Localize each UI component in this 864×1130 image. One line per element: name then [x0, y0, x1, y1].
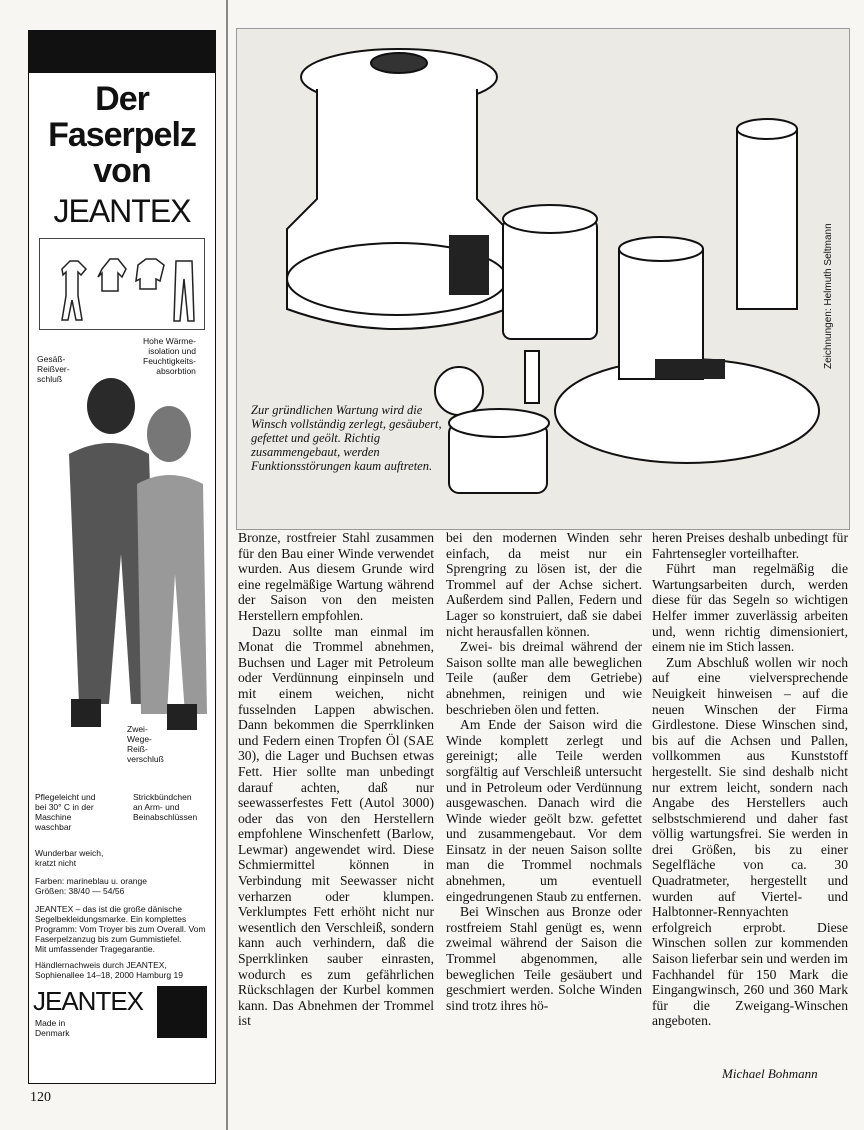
- paragraph: bei den modernen Winden sehr einfach, da meist nur ein Sprengring zu lösen ist, der die Trommel auf der Achse sichert. Außerdem sind Pallen, Federn und Lager so konstruiert, daß sie dabei nicht herausfallen können.: [446, 530, 642, 639]
- ad-colors-sizes: Farben: marineblau u. orange Größen: 38/40 — 54/56: [35, 876, 147, 896]
- ad-headline: [29, 81, 215, 189]
- callout-pflege: Pflegeleicht und bei 30° C in der Maschine waschbar: [35, 792, 96, 832]
- page-divider: [226, 0, 228, 1130]
- ad-headline-line1: Der: [95, 80, 149, 118]
- paragraph: Zum Abschluß wollen wir noch auf eine vielversprechende Neuigkeit hinweisen – auf die neuen Winschen der Firma Girdlestone. Diese Winschen sind, bis auf die Achsen und Pallen, vollkommen aus Kunststoff hergestellt. Sie sind deshalb nicht nur extrem leicht, sondern nach Angabe des Herstellers auch selbstschmierend und daher fast völlig wartungsfrei. Sie werden in drei Größen, bis zu einer Segelfläche von ca. 30 Quadratmeter, hergestellt und wurden auf Viertel- und Halbtonner-Rennyachten erfolgreich erprobt. Diese Winschen sollen zur kommenden Saison lieferbar sein und werden im Fachhandel für 150 Mark die Eingangwinsch, 260 und 360 Mark für die Zweigang-Winschen angeboten.: [652, 654, 848, 1029]
- ad-headline-line3: von: [93, 152, 151, 190]
- callout-gesaess: Gesäß- Reißver- schluß: [37, 354, 70, 384]
- page-number: 120: [30, 1090, 51, 1105]
- ad-brand: JEANTEX: [53, 193, 191, 229]
- article-author: Michael Bohmann: [722, 1066, 818, 1081]
- suit-sketches: [39, 238, 205, 330]
- ad-soft-text: Wunderbar weich, kratzt nicht: [35, 848, 104, 868]
- paragraph: Bei Winschen aus Bronze oder rostfreiem Stahl genügt es, wenn zweimal während der Saison die Trommel abgenommen, alle beweglichen Teile gesäubert und geschmiert werden. Solche Winden sind trotz ihres hö-: [446, 904, 642, 1013]
- ad-photo-couple: [29, 334, 215, 792]
- winch-illustration: [236, 28, 850, 530]
- ad-footer-logo-block: [157, 986, 207, 1038]
- paragraph: heren Preises deshalb unbedingt für Fahrtensegler vorteilhafter.: [652, 530, 848, 561]
- ad-dealer: Händlernachweis durch JEANTEX, Sophienallee 14–18, 2000 Hamburg 19: [35, 960, 183, 980]
- jeantex-advertisement: [28, 30, 216, 1084]
- article-column-3: [652, 530, 848, 1029]
- paragraph: Bronze, rostfreier Stahl zusammen für den Bau einer Winde verwendet wurden. Aus diesem Grunde wird eine regelmäßige Wartung während der Saison von den meisten Herstellern empfohlen.: [238, 530, 434, 623]
- ad-footer-brand: JEANTEX: [33, 986, 144, 1016]
- callout-strick: Strickbündchen an Arm- und Beinabschlüssen: [133, 792, 198, 822]
- illustration-credit: Zeichnungen: Helmuth Seltmann: [823, 223, 834, 369]
- ad-made-in: Made in Denmark: [35, 1018, 70, 1038]
- paragraph: Am Ende der Saison wird die Winde komplett zerlegt und gereinigt; alle Teile werden sorgfältig auf Verschleiß untersucht und in Petroleum oder Verdünnung ausgewaschen. Danach wird die Winde wieder geölt bzw. gefettet und zusammengebaut. Vor dem Einsatz in der neuen Saison sollte man die Trommel nochmals abnehmen, um eventuell eingedrungenen Staub zu entfernen.: [446, 717, 642, 904]
- callout-waerme: Hohe Wärme- isolation und Feuchtigkeits- absorbtion: [143, 336, 196, 376]
- paragraph: Dazu sollte man einmal im Monat die Trommel abnehmen, Buchsen und Lager mit Petroleum oder Verdünnung einpinseln und mit einem weichen, nicht fusselnden Lappen abwischen. Dann bekommen die Sperrklinken und Federn einen Tropfen Öl (SAE 30), die Lager und Buchsen etwas Fett. Hier sollte man unbedingt darauf achten, daß nur seewasserfestes Fett (Autol 3000) oder das von den Herstellern empfohlene Winschenfett (Barlow, Lewmar) angewendet wird. Diese Schmiermittel können in Verbindung mit Seewasser nicht verharzen oder klumpen. Verklumptes Fett erhöht nicht nur wesentlich den Verschleiß, sondern kann auch verhindern, daß die Sperrklinken sauber einrasten, wodurch es zum gefährlichen Rückschlagen der Kurbel kommen kann. Das Abnehmen der Trommel ist: [238, 623, 434, 1029]
- article-column-1: [238, 530, 434, 1029]
- paragraph: Zwei- bis dreimal während der Saison sollte man alle beweglichen Teile (außer dem Getriebe) abnehmen, reinigen und wie beschrieben ölen und fetten.: [446, 639, 642, 717]
- callout-zweiwege: Zwei- Wege- Reiß- verschluß: [127, 724, 164, 764]
- paragraph: Führt man regelmäßig die Wartungsarbeiten durch, werden diese für das Segeln so wichtigen Helfer immer zuverlässig arbeiten und, wenn richtig dimensioniert, einem nie im Stich lassen.: [652, 561, 848, 655]
- ad-headline-line2: Faserpelz: [48, 116, 196, 154]
- illustration-caption: Zur gründlichen Wartung wird die Winsch vollständig zerlegt, gesäubert, gefettet und geölt. Richtig zusammengebaut, werden Funktionsstörungen kaum auftreten.: [251, 403, 442, 473]
- ad-description: JEANTEX – das ist die große dänische Segelbekleidungsmarke. Ein komplettes Programm: Vom Troyer bis zum Overall. Vom Faserpelzanzug bis zum Gummistiefel. Mit umfassender Tragegarantie.: [35, 904, 206, 954]
- article-column-2: [446, 530, 642, 1013]
- ad-top-bar: [29, 31, 215, 73]
